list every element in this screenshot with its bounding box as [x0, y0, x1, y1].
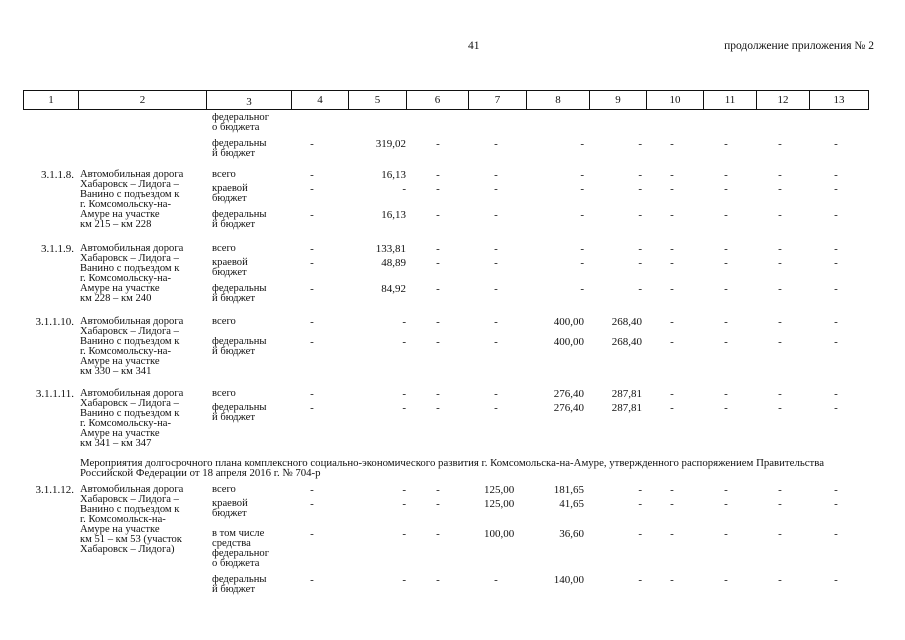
road-name: Автомобильная дорога Хабаровск – Лидога – Ванино с подъездом к г. Комсомольску-на- Амуре на участке км 330 – км 341 [80, 316, 184, 377]
cell-col-10: - [670, 209, 674, 221]
cell-col-8: 181,65 [553, 484, 584, 496]
cell-col-11: - [724, 257, 728, 269]
cell-col-5: - [402, 528, 406, 540]
funding-source: федеральны й бюджет [212, 138, 267, 159]
cell-col-7: - [494, 243, 498, 255]
cell-col-4: - [310, 388, 314, 400]
cell-col-9: - [638, 257, 642, 269]
cell-col-5: - [402, 574, 406, 586]
funding-source: федеральног о бюджета [212, 112, 270, 133]
header-col-3: 3 [206, 90, 292, 110]
row-number: 3.1.1.10. [35, 316, 74, 328]
cell-col-12: - [778, 138, 782, 150]
cell-col-6: - [436, 257, 440, 269]
cell-col-13: - [834, 498, 838, 510]
header-col-5: 5 [348, 90, 407, 110]
cell-col-7: - [494, 574, 498, 586]
funding-source: краевой бюджет [212, 257, 248, 278]
cell-col-9: 287,81 [611, 402, 642, 414]
cell-col-7: - [494, 283, 498, 295]
cell-col-5: - [402, 316, 406, 328]
cell-col-5: - [402, 388, 406, 400]
cell-col-6: - [436, 388, 440, 400]
cell-col-4: - [310, 574, 314, 586]
cell-col-7: 125,00 [484, 498, 515, 510]
cell-col-10: - [670, 183, 674, 195]
cell-col-13: - [834, 138, 838, 150]
cell-col-11: - [724, 138, 728, 150]
funding-source: в том числе средства федеральног о бюджета [212, 528, 270, 569]
cell-col-13: - [834, 484, 838, 496]
cell-col-12: - [778, 498, 782, 510]
cell-col-4: - [310, 484, 314, 496]
cell-col-9: - [638, 138, 642, 150]
cell-col-6: - [436, 402, 440, 414]
cell-col-12: - [778, 574, 782, 586]
cell-col-8: - [580, 138, 584, 150]
header-col-9: 9 [589, 90, 647, 110]
cell-col-8: 276,40 [553, 388, 584, 400]
cell-col-13: - [834, 528, 838, 540]
cell-col-11: - [724, 484, 728, 496]
cell-col-11: - [724, 574, 728, 586]
cell-col-11: - [724, 169, 728, 181]
cell-col-7: - [494, 388, 498, 400]
header-col-12: 12 [756, 90, 810, 110]
continuation-note: продолжение приложения № 2 [724, 40, 874, 52]
cell-col-13: - [834, 336, 838, 348]
cell-col-7: - [494, 183, 498, 195]
cell-col-6: - [436, 243, 440, 255]
cell-col-5: - [402, 484, 406, 496]
cell-col-7: - [494, 169, 498, 181]
row-number: 3.1.1.8. [41, 169, 74, 181]
cell-col-11: - [724, 183, 728, 195]
cell-col-7: - [494, 336, 498, 348]
table-header [23, 90, 868, 112]
road-name: Автомобильная дорога Хабаровск – Лидога – Ванино с подъездом к г. Комсомольск-на- Амуре на участке км 51 – км 53 (участок Хабаровск – Лидога) [80, 484, 184, 555]
cell-col-8: - [580, 283, 584, 295]
cell-col-6: - [436, 498, 440, 510]
cell-col-8: - [580, 183, 584, 195]
cell-col-10: - [670, 243, 674, 255]
row-number: 3.1.1.11. [35, 388, 74, 400]
cell-col-9: - [638, 243, 642, 255]
cell-col-9: - [638, 169, 642, 181]
header-col-7: 7 [468, 90, 527, 110]
cell-col-12: - [778, 484, 782, 496]
funding-source: федеральны й бюджет [212, 336, 267, 357]
cell-col-9: 268,40 [611, 316, 642, 328]
cell-col-7: - [494, 209, 498, 221]
cell-col-13: - [834, 169, 838, 181]
cell-col-10: - [670, 498, 674, 510]
cell-col-13: - [834, 257, 838, 269]
cell-col-10: - [670, 484, 674, 496]
road-name: Автомобильная дорога Хабаровск – Лидога – Ванино с подъездом к г. Комсомольску-на- Амуре на участке км 228 – км 240 [80, 243, 184, 304]
cell-col-12: - [778, 257, 782, 269]
cell-col-11: - [724, 498, 728, 510]
cell-col-4: - [310, 169, 314, 181]
cell-col-9: - [638, 209, 642, 221]
cell-col-4: - [310, 283, 314, 295]
cell-col-6: - [436, 138, 440, 150]
row-number: 3.1.1.9. [41, 243, 74, 255]
cell-col-10: - [670, 257, 674, 269]
cell-col-6: - [436, 574, 440, 586]
cell-col-4: - [310, 316, 314, 328]
header-col-4: 4 [291, 90, 349, 110]
funding-source: краевой бюджет [212, 183, 248, 204]
cell-col-13: - [834, 283, 838, 295]
cell-col-11: - [724, 336, 728, 348]
cell-col-6: - [436, 484, 440, 496]
cell-col-8: - [580, 209, 584, 221]
cell-col-5: 319,02 [375, 138, 406, 150]
cell-col-10: - [670, 336, 674, 348]
cell-col-10: - [670, 283, 674, 295]
page-number: 41 [468, 40, 480, 52]
cell-col-8: - [580, 243, 584, 255]
cell-col-4: - [310, 257, 314, 269]
cell-col-8: 140,00 [553, 574, 584, 586]
cell-col-4: - [310, 402, 314, 414]
funding-source: всего [212, 243, 236, 254]
funding-source: всего [212, 388, 236, 399]
cell-col-12: - [778, 388, 782, 400]
cell-col-10: - [670, 316, 674, 328]
cell-col-6: - [436, 169, 440, 181]
cell-col-6: - [436, 528, 440, 540]
cell-col-5: - [402, 498, 406, 510]
header-col-13: 13 [809, 90, 869, 110]
cell-col-6: - [436, 283, 440, 295]
cell-col-6: - [436, 316, 440, 328]
cell-col-12: - [778, 169, 782, 181]
cell-col-6: - [436, 336, 440, 348]
cell-col-4: - [310, 243, 314, 255]
cell-col-9: - [638, 484, 642, 496]
cell-col-11: - [724, 528, 728, 540]
road-name: Автомобильная дорога Хабаровск – Лидога – Ванино с подъездом к г. Комсомольску-на- Амуре на участке км 341 – км 347 [80, 388, 184, 449]
cell-col-5: 84,92 [381, 283, 406, 295]
cell-col-4: - [310, 209, 314, 221]
cell-col-13: - [834, 388, 838, 400]
funding-source: федеральны й бюджет [212, 402, 267, 423]
cell-col-10: - [670, 574, 674, 586]
cell-col-9: - [638, 498, 642, 510]
cell-col-8: 276,40 [553, 402, 584, 414]
cell-col-12: - [778, 283, 782, 295]
cell-col-7: - [494, 316, 498, 328]
funding-source: федеральны й бюджет [212, 209, 267, 230]
cell-col-9: - [638, 574, 642, 586]
cell-col-5: - [402, 183, 406, 195]
cell-col-11: - [724, 316, 728, 328]
cell-col-5: 133,81 [375, 243, 406, 255]
cell-col-4: - [310, 528, 314, 540]
cell-col-5: - [402, 336, 406, 348]
cell-col-9: 287,81 [611, 388, 642, 400]
cell-col-8: 400,00 [553, 316, 584, 328]
cell-col-8: 41,65 [559, 498, 584, 510]
funding-source: всего [212, 169, 236, 180]
cell-col-5: 16,13 [381, 169, 406, 181]
cell-col-7: - [494, 257, 498, 269]
header-col-6: 6 [406, 90, 469, 110]
cell-col-10: - [670, 138, 674, 150]
cell-col-4: - [310, 183, 314, 195]
header-col-1: 1 [23, 90, 79, 110]
cell-col-11: - [724, 283, 728, 295]
cell-col-9: 268,40 [611, 336, 642, 348]
cell-col-4: - [310, 498, 314, 510]
cell-col-10: - [670, 388, 674, 400]
cell-col-5: - [402, 402, 406, 414]
cell-col-12: - [778, 316, 782, 328]
cell-col-10: - [670, 402, 674, 414]
row-number: 3.1.1.12. [35, 484, 74, 496]
cell-col-7: 125,00 [484, 484, 515, 496]
header-col-11: 11 [703, 90, 757, 110]
cell-col-7: 100,00 [484, 528, 515, 540]
section-separator-text: Мероприятия долгосрочного плана комплексного социально-экономического развития г. Комсомольска-на-Амуре, утвержденного распоряжением Правительства Российской Федерации от 18 апреля 2016 г. № 704-р [80, 457, 825, 479]
cell-col-5: 16,13 [381, 209, 406, 221]
cell-col-9: - [638, 528, 642, 540]
cell-col-6: - [436, 183, 440, 195]
funding-source: всего [212, 484, 236, 495]
funding-source: федеральны й бюджет [212, 574, 267, 595]
funding-source: всего [212, 316, 236, 327]
cell-col-12: - [778, 336, 782, 348]
cell-col-9: - [638, 283, 642, 295]
cell-col-7: - [494, 138, 498, 150]
cell-col-13: - [834, 183, 838, 195]
cell-col-10: - [670, 169, 674, 181]
cell-col-11: - [724, 243, 728, 255]
cell-col-12: - [778, 183, 782, 195]
cell-col-13: - [834, 243, 838, 255]
cell-col-11: - [724, 209, 728, 221]
cell-col-5: 48,89 [381, 257, 406, 269]
cell-col-10: - [670, 528, 674, 540]
cell-col-8: - [580, 169, 584, 181]
cell-col-13: - [834, 209, 838, 221]
cell-col-11: - [724, 402, 728, 414]
cell-col-13: - [834, 574, 838, 586]
funding-source: федеральны й бюджет [212, 283, 267, 304]
cell-col-8: 36,60 [559, 528, 584, 540]
cell-col-12: - [778, 402, 782, 414]
cell-col-13: - [834, 316, 838, 328]
header-col-10: 10 [646, 90, 704, 110]
cell-col-12: - [778, 243, 782, 255]
cell-col-7: - [494, 402, 498, 414]
funding-source: краевой бюджет [212, 498, 248, 519]
cell-col-4: - [310, 336, 314, 348]
cell-col-9: - [638, 183, 642, 195]
cell-col-11: - [724, 388, 728, 400]
header-col-8: 8 [526, 90, 590, 110]
cell-col-12: - [778, 528, 782, 540]
cell-col-8: 400,00 [553, 336, 584, 348]
cell-col-6: - [436, 209, 440, 221]
road-name: Автомобильная дорога Хабаровск – Лидога – Ванино с подъездом к г. Комсомольску-на- Амуре на участке км 215 – км 228 [80, 169, 184, 230]
header-col-2: 2 [78, 90, 207, 110]
cell-col-12: - [778, 209, 782, 221]
cell-col-13: - [834, 402, 838, 414]
cell-col-8: - [580, 257, 584, 269]
cell-col-4: - [310, 138, 314, 150]
